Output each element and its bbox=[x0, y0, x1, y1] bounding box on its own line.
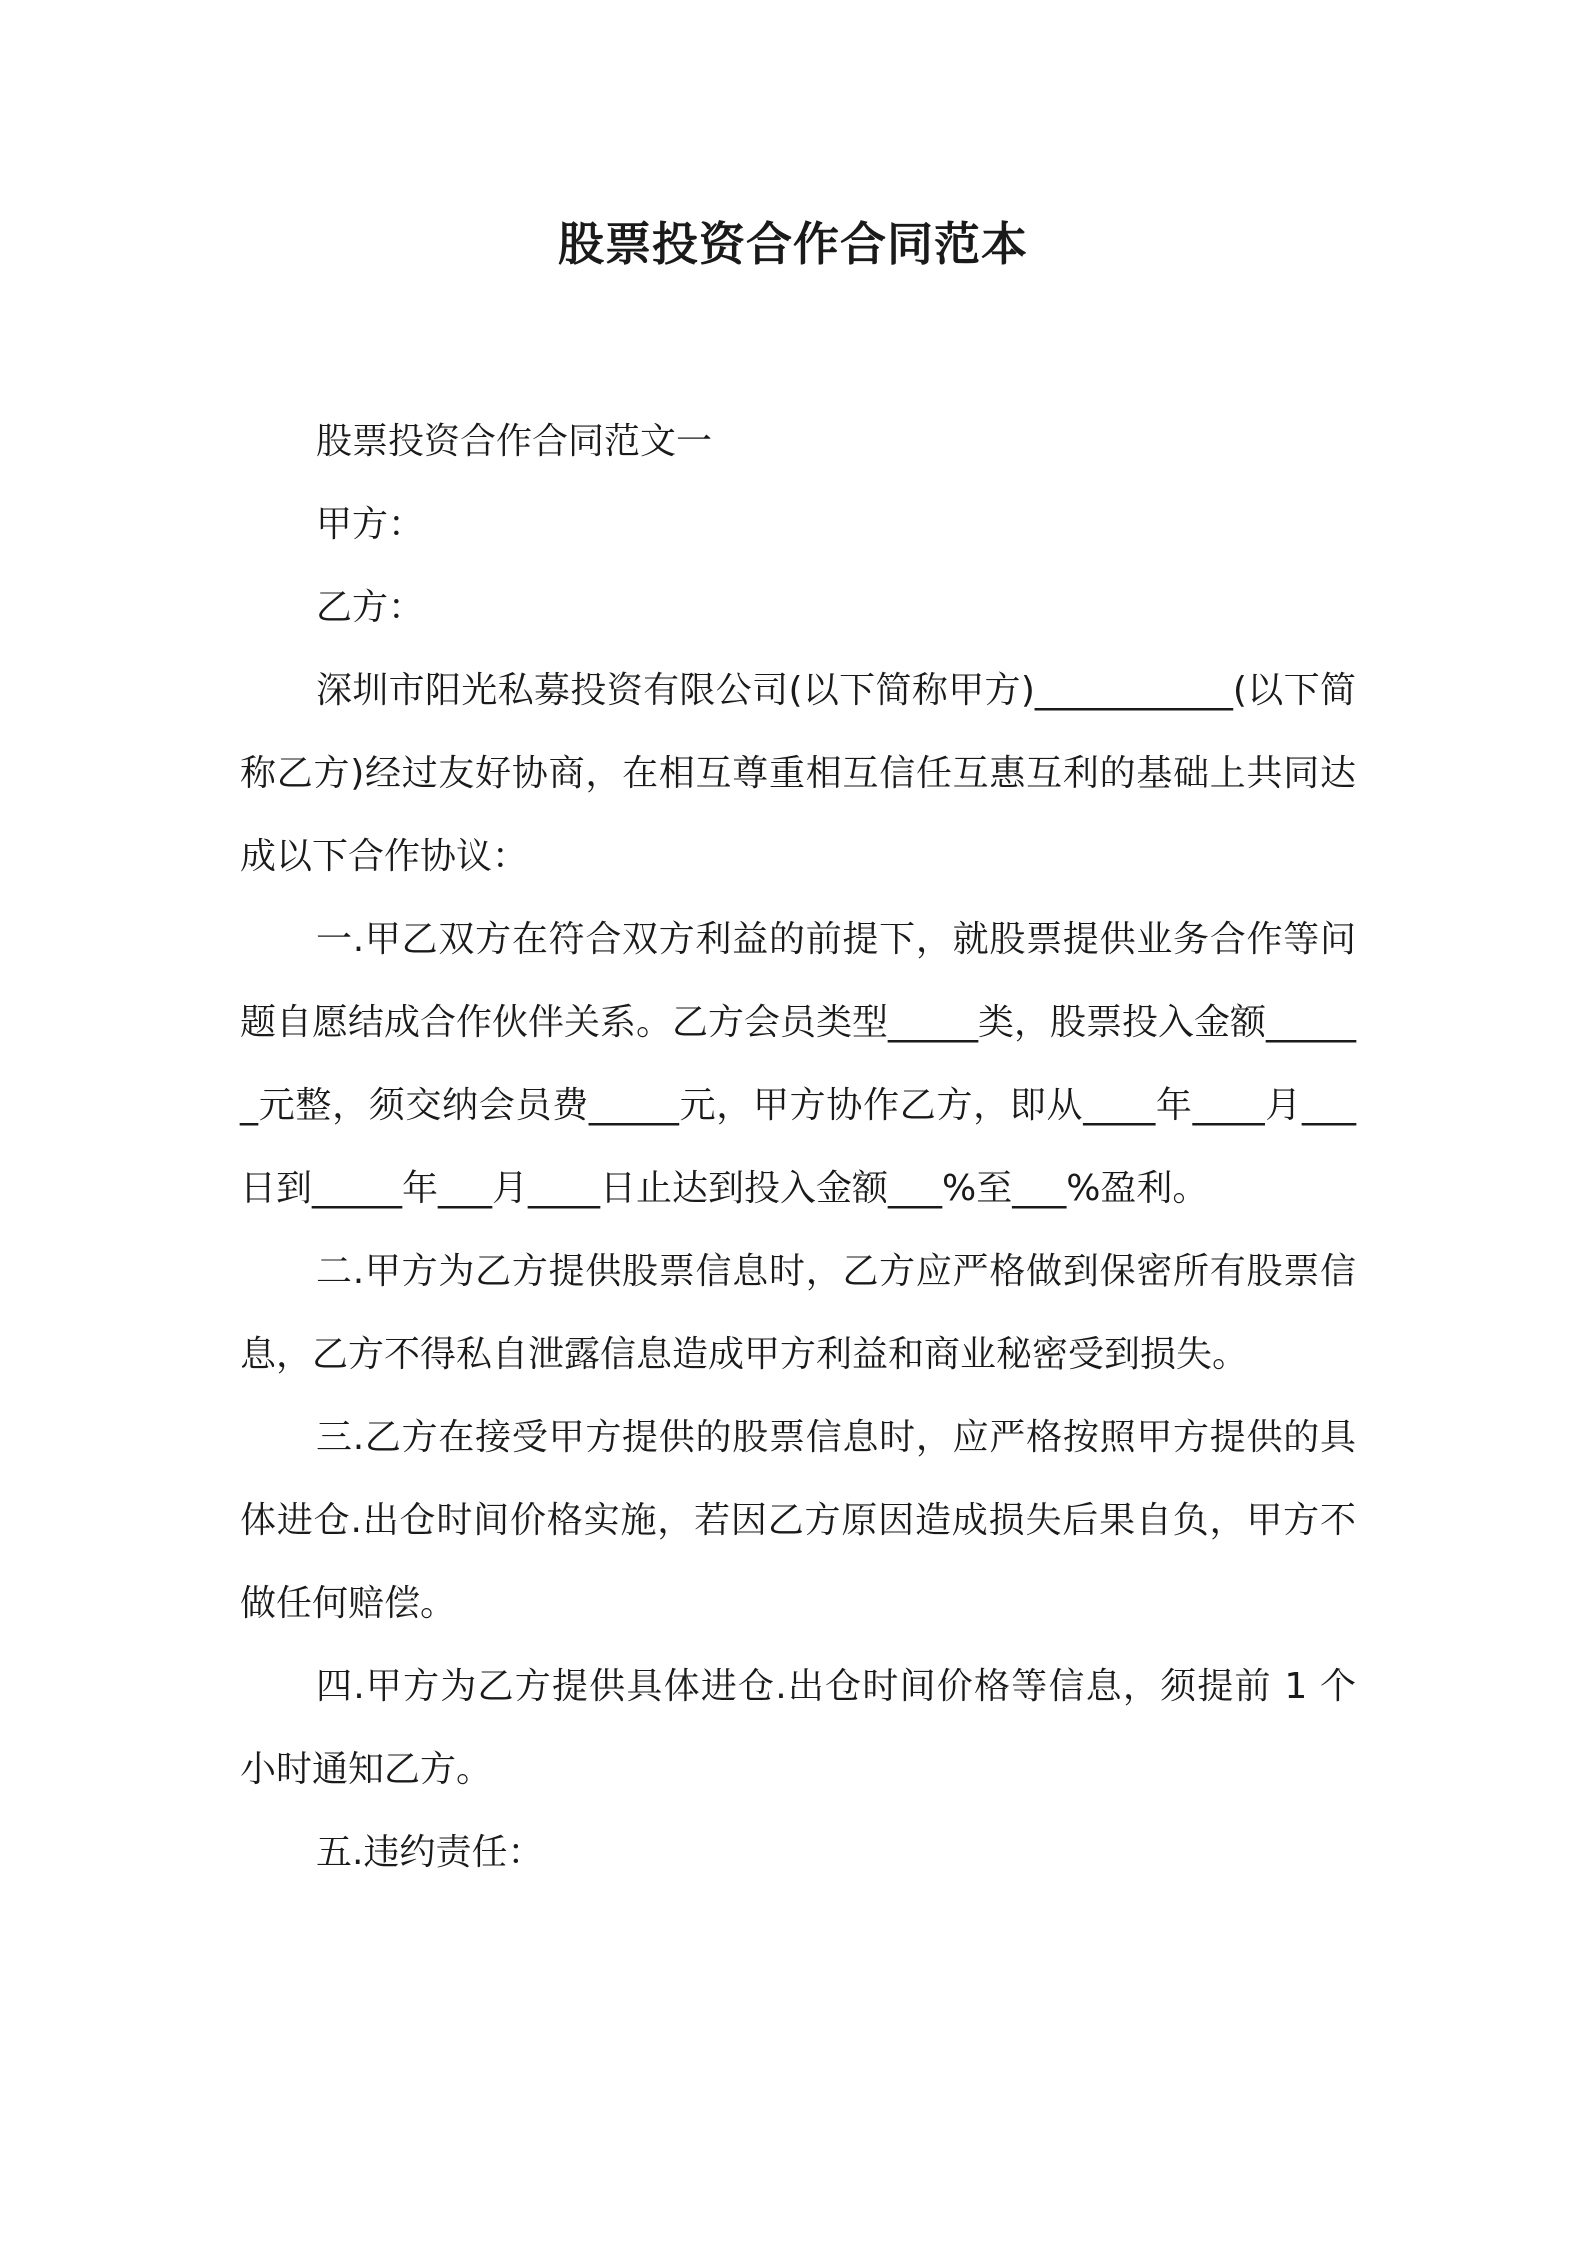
paragraph-clause-4: 四.甲方为乙方提供具体进仓.出仓时间价格等信息，须提前 1 个小时通知乙方。 bbox=[240, 1666, 1356, 1790]
paragraph-intro: 深圳市阳光私募投资有限公司(以下简称甲方)___________(以下简称乙方)经过友好协商，在相互尊重相互信任互惠互利的基础上共同达成以下合作协议： bbox=[240, 670, 1356, 877]
paragraph-clause-3: 三.乙方在接受甲方提供的股票信息时，应严格按照甲方提供的具体进仓.出仓时间价格实施，若因乙方原因造成损失后果自负，甲方不做任何赔偿。 bbox=[240, 1417, 1356, 1624]
document-body bbox=[240, 400, 1356, 1894]
paragraph-party-b: 乙方： bbox=[316, 587, 425, 628]
document-title: 股票投资合作合同范本 bbox=[558, 217, 1028, 271]
paragraph-clause-2: 二.甲方为乙方提供股票信息时，乙方应严格做到保密所有股票信息，乙方不得私自泄露信息造成甲方利益和商业秘密受到损失。 bbox=[240, 1251, 1356, 1375]
paragraph-clause-5: 五.违约责任： bbox=[316, 1832, 544, 1873]
paragraph-clause-1: 一.甲乙双方在符合双方利益的前提下，就股票提供业务合作等问题自愿结成合作伙伴关系。乙方会员类型_____类，股票投入金额______元整，须交纳会员费_____元，甲方协作乙方，即从____年____月___日到_____年___月____日止达到投入金额___%至___%盈利。 bbox=[240, 919, 1357, 1209]
paragraph-party-a: 甲方： bbox=[316, 504, 425, 545]
paragraph-subtitle: 股票投资合作合同范文一 bbox=[316, 421, 713, 462]
